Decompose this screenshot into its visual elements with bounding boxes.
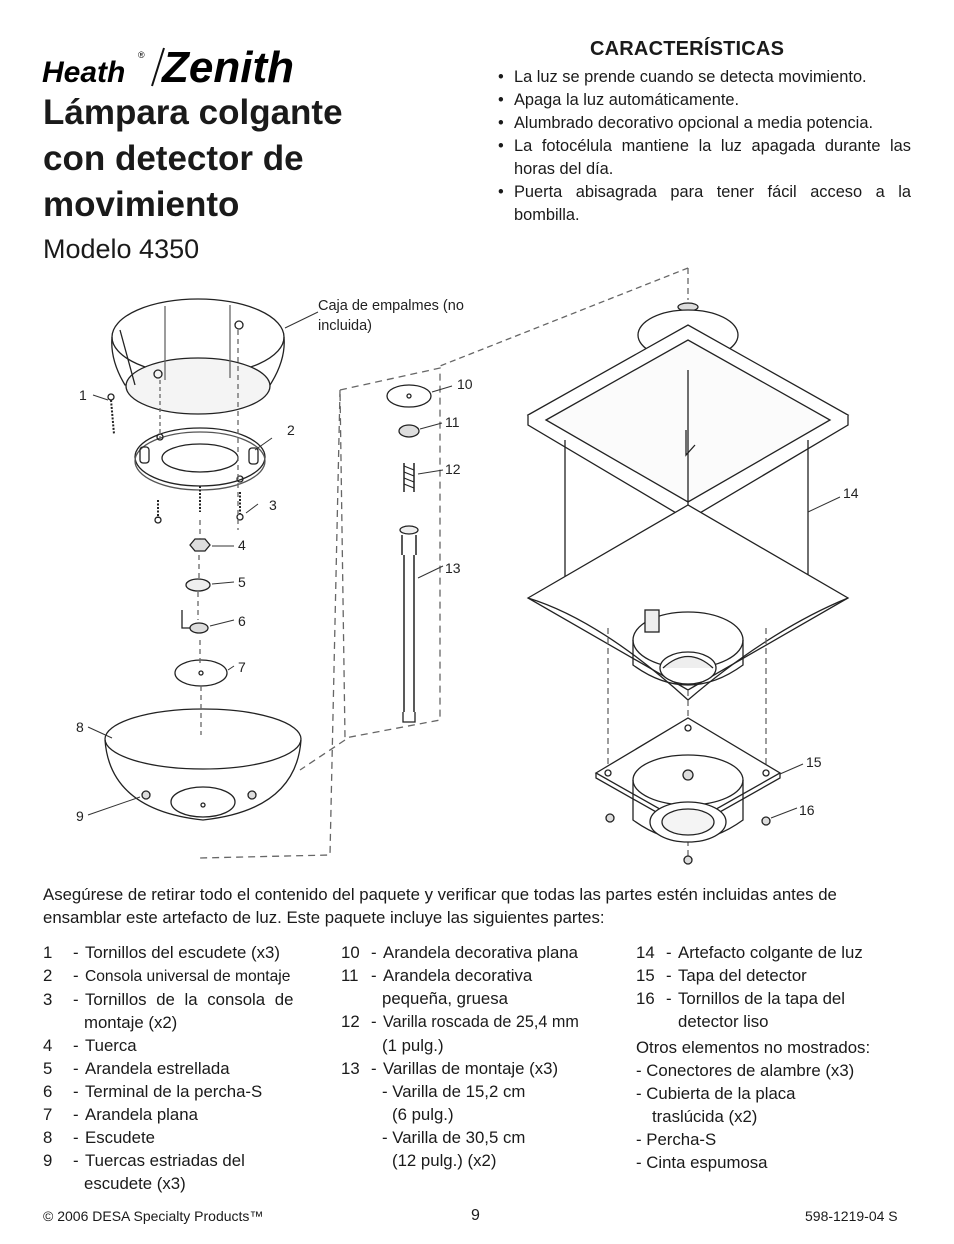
- other-item: - Cubierta de la placa: [636, 1084, 796, 1103]
- star-washer-drawing: [186, 579, 210, 591]
- feature-item: • Alumbrado decorativo opcional a media potencia.: [495, 112, 911, 135]
- callout-16: 16: [799, 802, 815, 818]
- callout-9: 9: [76, 808, 84, 824]
- canopy-drawing: [105, 709, 301, 820]
- part-item: 11 - Arandela decorativa: [341, 966, 533, 985]
- rod-assembly-drawing: [387, 385, 431, 722]
- part-item: 7 - Arandela plana: [43, 1105, 198, 1124]
- part-item: 4 - Tuerca: [43, 1036, 137, 1055]
- part-item: 16 - Tornillos de la tapa del: [636, 989, 845, 1008]
- part-item-continued: detector liso: [678, 1012, 769, 1031]
- mounting-bracket-drawing: [135, 428, 265, 512]
- callout-6: 6: [238, 613, 246, 629]
- screw-1-drawing: [108, 394, 114, 434]
- part-item: 8 - Escudete: [43, 1128, 155, 1147]
- other-item: - Percha-S: [636, 1130, 717, 1149]
- junction-box-drawing: [112, 299, 284, 414]
- callout-10: 10: [457, 376, 473, 392]
- feature-item: • Puerta abisagrada para tener fácil acceso a la bombilla.: [495, 181, 911, 227]
- part-item: 1 - Tornillos del escudete (x3): [43, 943, 280, 962]
- package-contents-intro: Asegúrese de retirar todo el contenido del paquete y verificar que todas las partes estén incluidas antes de ensamblar este artefacto de luz. Este paquete incluye las siguientes partes:: [43, 885, 837, 927]
- callout-3: 3: [269, 497, 277, 513]
- part-item: 5 - Arandela estrellada: [43, 1059, 230, 1078]
- part-item: 10 - Arandela decorativa plana: [341, 943, 578, 962]
- rod-item-continued: (12 pulg.) (x2): [392, 1151, 497, 1170]
- part-item-continued: escudete (x3): [84, 1174, 186, 1193]
- logo-zenith: Zenith: [162, 44, 294, 90]
- footer-copyright: © 2006 DESA Specialty Products™: [43, 1208, 264, 1224]
- flat-washer-drawing: [175, 660, 227, 686]
- others-heading: Otros elementos no mostrados:: [636, 1038, 871, 1057]
- other-item: - Conectores de alambre (x3): [636, 1061, 855, 1080]
- footer-page-number: 9: [471, 1207, 480, 1224]
- part-item: 14 - Artefacto colgante de luz: [636, 943, 863, 962]
- exploded-parts-diagram: [0, 260, 954, 870]
- rod-item-continued: (6 pulg.): [392, 1105, 454, 1124]
- title-line-1: Lámpara colgante: [43, 93, 343, 132]
- title-line-3: movimiento: [43, 185, 240, 224]
- footer-doc-number: 598-1219-04 S: [805, 1208, 898, 1224]
- callout-8: 8: [76, 719, 84, 735]
- part-item: 3 - Tornillos de la consola de: [43, 990, 294, 1009]
- logo-registered: ®: [138, 50, 145, 60]
- callout-4: 4: [238, 537, 246, 553]
- part-item: 12 - Varilla roscada de 25,4 mm: [341, 1012, 579, 1031]
- callout-13: 13: [445, 560, 461, 576]
- part-item: 9 - Tuercas estriadas del: [43, 1151, 245, 1170]
- pendant-lantern-drawing: [528, 303, 848, 700]
- nut-drawing: [190, 539, 210, 551]
- heath-zenith-logo: [42, 44, 317, 90]
- features-heading: CARACTERÍSTICAS: [590, 38, 785, 60]
- callout-1: 1: [79, 387, 87, 403]
- logo-heath: Heath: [42, 56, 126, 89]
- parts-list-col-3: [636, 941, 914, 1174]
- features-list: [495, 66, 911, 227]
- model-number: Modelo 4350: [43, 234, 200, 264]
- rod-item: - Varilla de 15,2 cm: [382, 1082, 526, 1101]
- feature-item: • La fotocélula mantiene la luz apagada durante las horas del día.: [495, 135, 911, 181]
- part-item-continued: pequeña, gruesa: [382, 989, 508, 1008]
- callout-11: 11: [445, 414, 460, 430]
- part-item: 2 - Consola universal de montaje: [43, 966, 291, 985]
- page-title: [43, 90, 483, 228]
- callout-12: 12: [445, 461, 461, 477]
- junction-box-label: Caja de empalmes (no incluida): [318, 298, 464, 334]
- part-item: 15 - Tapa del detector: [636, 966, 807, 985]
- parts-list-col-1: [43, 941, 319, 1195]
- part-item: 13 - Varillas de montaje (x3): [341, 1059, 559, 1078]
- rod-item: - Varilla de 30,5 cm: [382, 1128, 526, 1147]
- other-item-continued: traslúcida (x2): [652, 1107, 758, 1126]
- parts-list-col-2: [341, 941, 609, 1172]
- detector-cover-drawing: [596, 718, 780, 842]
- title-line-2: con detector de: [43, 139, 304, 178]
- part-item-continued: montaje (x2): [84, 1013, 178, 1032]
- callout-15: 15: [806, 754, 822, 770]
- feature-item: • Apaga la luz automáticamente.: [495, 89, 911, 112]
- callout-7: 7: [238, 659, 246, 675]
- feature-item: • La luz se prende cuando se detecta movimiento.: [495, 66, 911, 89]
- s-hook-terminal-drawing: [182, 610, 208, 633]
- callout-5: 5: [238, 574, 246, 590]
- part-item: 6 - Terminal de la percha-S: [43, 1082, 263, 1101]
- part-item-continued: (1 pulg.): [382, 1036, 444, 1055]
- callout-14: 14: [843, 485, 859, 501]
- callout-2: 2: [287, 422, 295, 438]
- other-item: - Cinta espumosa: [636, 1153, 768, 1172]
